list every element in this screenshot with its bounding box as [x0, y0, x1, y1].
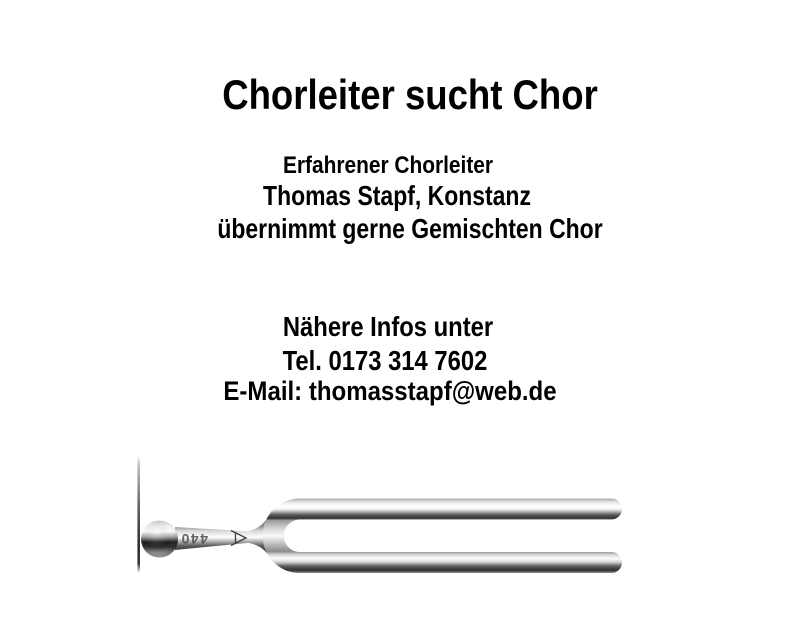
fork-prongs [273, 509, 611, 563]
contact-phone: Tel. 0173 314 7602 [282, 345, 488, 376]
hanging-wire [137, 456, 140, 572]
page-title: Chorleiter sucht Chor [222, 71, 598, 118]
fork-engraving-440: 440 [180, 531, 208, 547]
fork-ball-shading [141, 521, 178, 558]
subtitle-name-city: Thomas Stapf, Konstanz [263, 180, 531, 211]
tuning-fork-image [90, 440, 650, 600]
subtitle-offer: übernimmt gerne Gemischten Chor [217, 213, 603, 244]
contact-email: E-Mail: thomasstapf@web.de [223, 376, 557, 406]
contact-intro: Nähere Infos unter [282, 311, 494, 342]
subtitle-experience: Erfahrener Chorleiter [282, 152, 494, 179]
